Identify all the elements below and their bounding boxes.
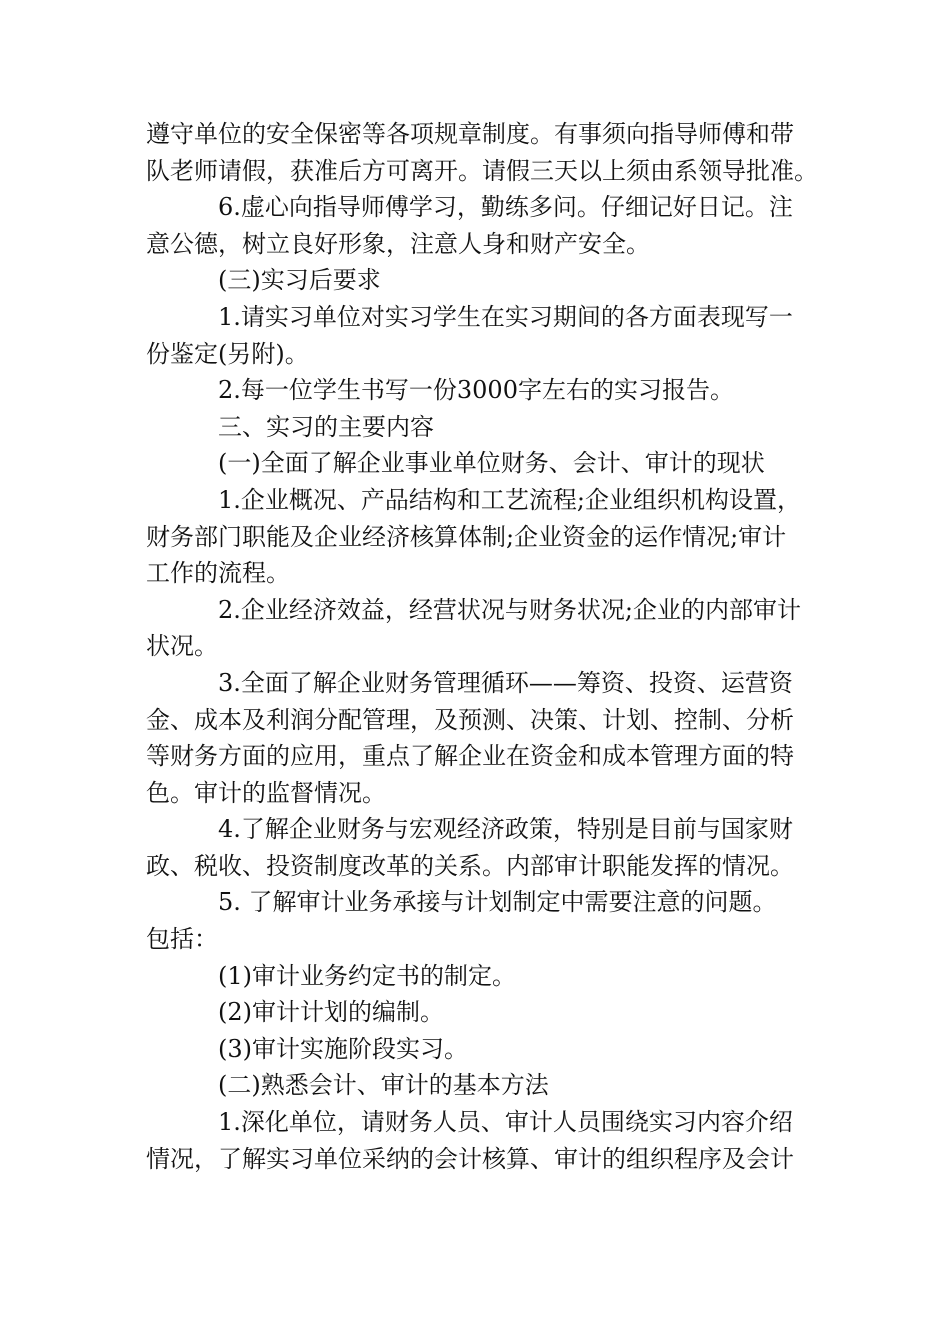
body-text: [146, 116, 818, 1177]
text-line: 遵守单位的安全保密等各项规章制度。有事须向指导师傅和带: [146, 120, 794, 148]
text-line: 1.企业概况、产品结构和工艺流程;企业组织机构设置，: [218, 485, 801, 514]
text-line: 色。审计的监督情况。: [146, 778, 386, 807]
section-heading: 三、实习的主要内容: [218, 412, 434, 441]
text-line: 份鉴定(另附)。: [146, 339, 309, 368]
list-item: (1)审计业务约定书的制定。: [218, 961, 516, 990]
section-heading: (三)实习后要求: [218, 266, 381, 295]
text-line: 5. 了解审计业务承接与计划制定中需要注意的问题。: [218, 888, 777, 917]
text-line: 金、成本及利润分配管理，及预测、决策、计划、控制、分析: [146, 705, 794, 734]
text-line: 3.全面了解企业财务管理循环——筹资、投资、运营资: [218, 668, 793, 697]
list-item: (2)审计计划的编制。: [218, 998, 444, 1027]
text-line: 1.深化单位，请财务人员、审计人员围绕实习内容介绍: [218, 1108, 793, 1137]
text-line: 等财务方面的应用，重点了解企业在资金和成本管理方面的特: [146, 742, 794, 771]
text-line: 包括：: [146, 925, 218, 954]
text-line: 6.虚心向指导师傅学习，勤练多问。仔细记好日记。注: [218, 193, 793, 222]
list-item: (3)审计实施阶段实习。: [218, 1034, 468, 1063]
text-line: 2.每一位学生书写一份3000字左右的实习报告。: [218, 376, 734, 405]
text-line: 2.企业经济效益，经营状况与财务状况;企业的内部审计: [218, 595, 801, 624]
text-line: 工作的流程。: [146, 559, 290, 588]
text-line: 意公德，树立良好形象，注意人身和财产安全。: [146, 229, 650, 258]
text-line: 财务部门职能及企业经济核算体制;企业资金的运作情况;审计: [146, 522, 787, 551]
section-heading: (一)全面了解企业事业单位财务、会计、审计的现状: [218, 449, 765, 478]
text-line: 4.了解企业财务与宏观经济政策，特别是目前与国家财: [218, 815, 793, 844]
text-line: 状况。: [146, 632, 218, 661]
text-line: 情况，了解实习单位采纳的会计核算、审计的组织程序及会计: [146, 1144, 794, 1173]
section-heading: (二)熟悉会计、审计的基本方法: [218, 1071, 549, 1100]
text-line: 政、税收、投资制度改革的关系。内部审计职能发挥的情况。: [146, 851, 794, 880]
text-line: 队老师请假，获准后方可离开。请假三天以上须由系领导批准。: [146, 156, 818, 185]
text-line: 1.请实习单位对实习学生在实习期间的各方面表现写一: [218, 302, 793, 331]
